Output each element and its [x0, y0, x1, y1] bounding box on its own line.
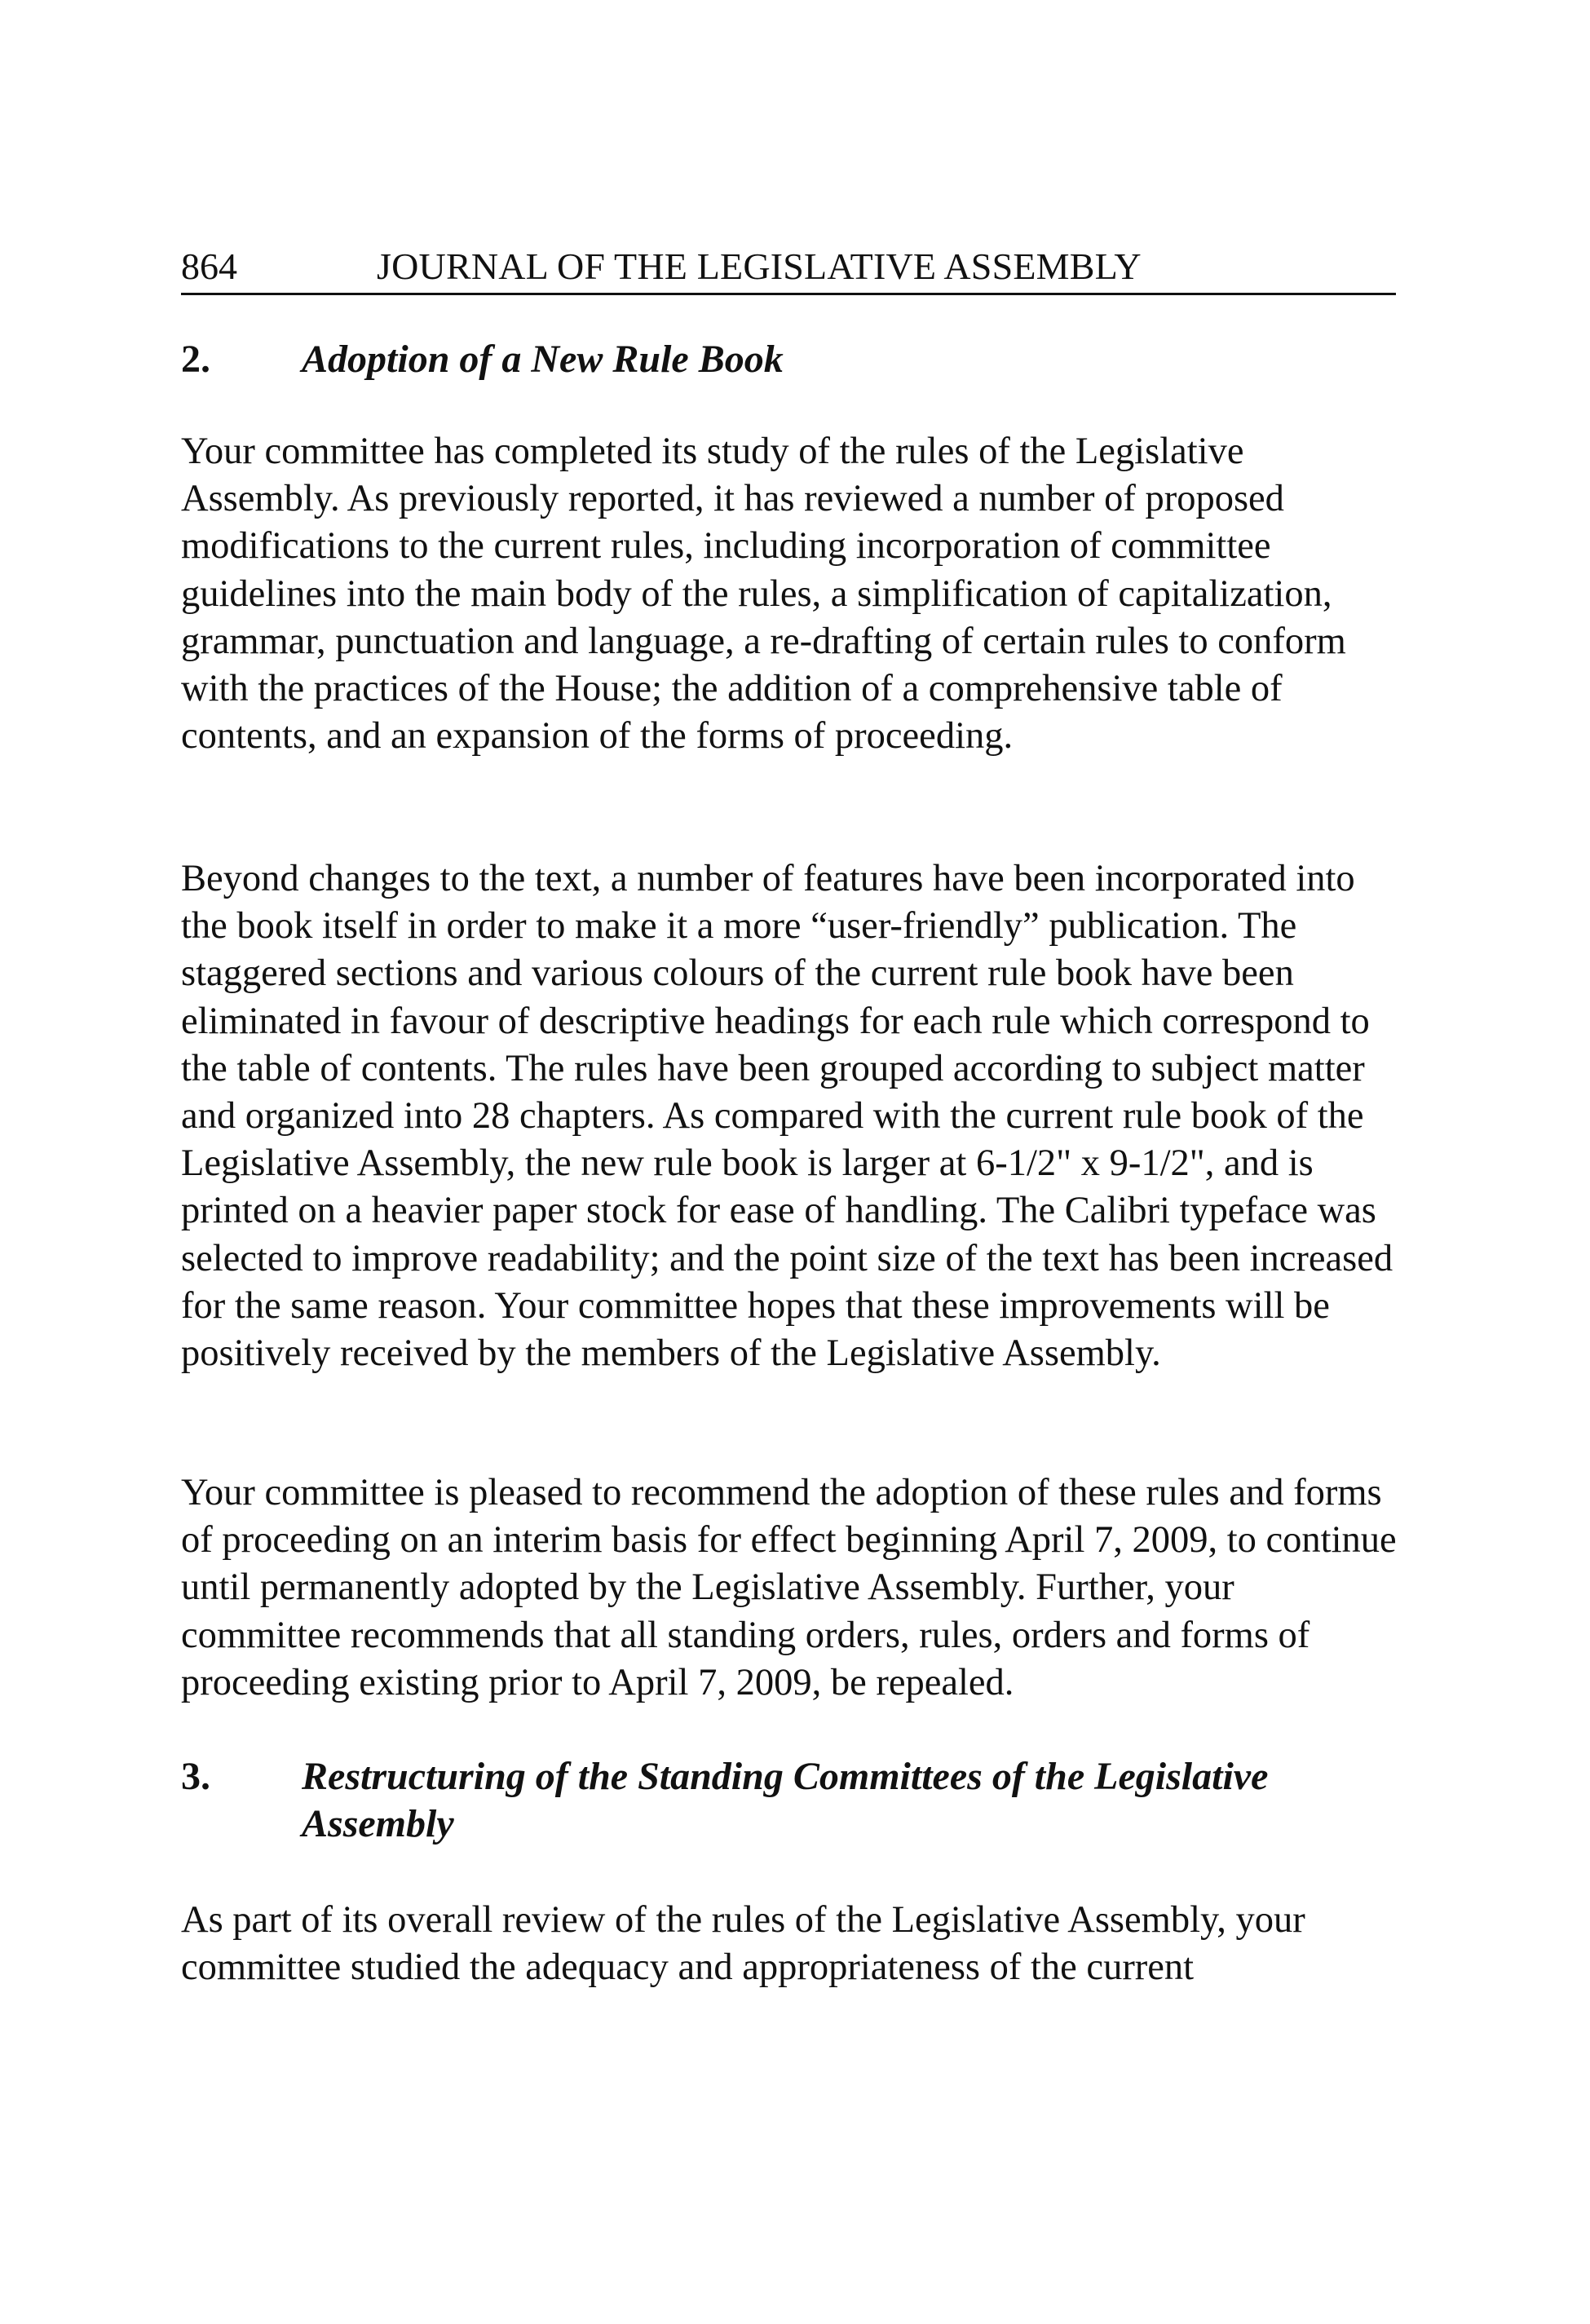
- body-paragraph: Your committee has completed its study of the rules of the Legislative Assembly. As previously reported, it has reviewed a number of proposed modifications to the current rules, including incorporation of committee guidelines into the main body of the rules, a simplification of capitalization, grammar, punctuation and language, a re-drafting of certain rules to conform with the practices of the House; the addition of a comprehensive table of contents, and an expansion of the forms of proceeding.: [181, 431, 1346, 758]
- section-number: 2.: [181, 338, 210, 381]
- running-header: [181, 241, 1396, 295]
- journal-title: JOURNAL OF THE LEGISLATIVE ASSEMBLY: [377, 245, 1142, 287]
- section-title: Adoption of a New Rule Book: [302, 338, 784, 381]
- section-number: 3.: [181, 1755, 210, 1798]
- section-heading: [181, 1753, 1396, 1851]
- page-number: 864: [181, 245, 237, 287]
- body-paragraph: Your committee is pleased to recommend the adoption of these rules and forms of proceeding on an interim basis for effect beginning April 7, 2009, to continue until permanently adopted by the Legislative Assembly. Further, your committee recommends that all standing orders, rules, orders and forms of proceeding existing prior to April 7, 2009, be repealed.: [181, 1472, 1397, 1703]
- section-title: Restructuring of the Standing Committees of the Legislative Assembly: [302, 1755, 1269, 1845]
- section-heading: [181, 336, 1396, 385]
- body-paragraph: Beyond changes to the text, a number of features have been incorporated into the book itself in order to make it a more “user-friendly” publication. The staggered sections and various colours of the current rule book have been eliminated in favour of descriptive headings for each rule which correspond to the table of contents. The rules have been grouped according to subject matter and organized into 28 chapters. As compared with the current rule book of the Legislative Assembly, the new rule book is larger at 6-1/2" x 9-1/2", and is printed on a heavier paper stock for ease of handling. The Calibri typeface was selected to improve readability; and the point size of the text has been increased for the same reason. Your committee hopes that these improvements will be positively received by the members of the Legislative Assembly.: [181, 858, 1393, 1375]
- body-paragraph: As part of its overall review of the rules of the Legislative Assembly, your committee studied the adequacy and appropriateness of the current: [181, 1899, 1305, 1989]
